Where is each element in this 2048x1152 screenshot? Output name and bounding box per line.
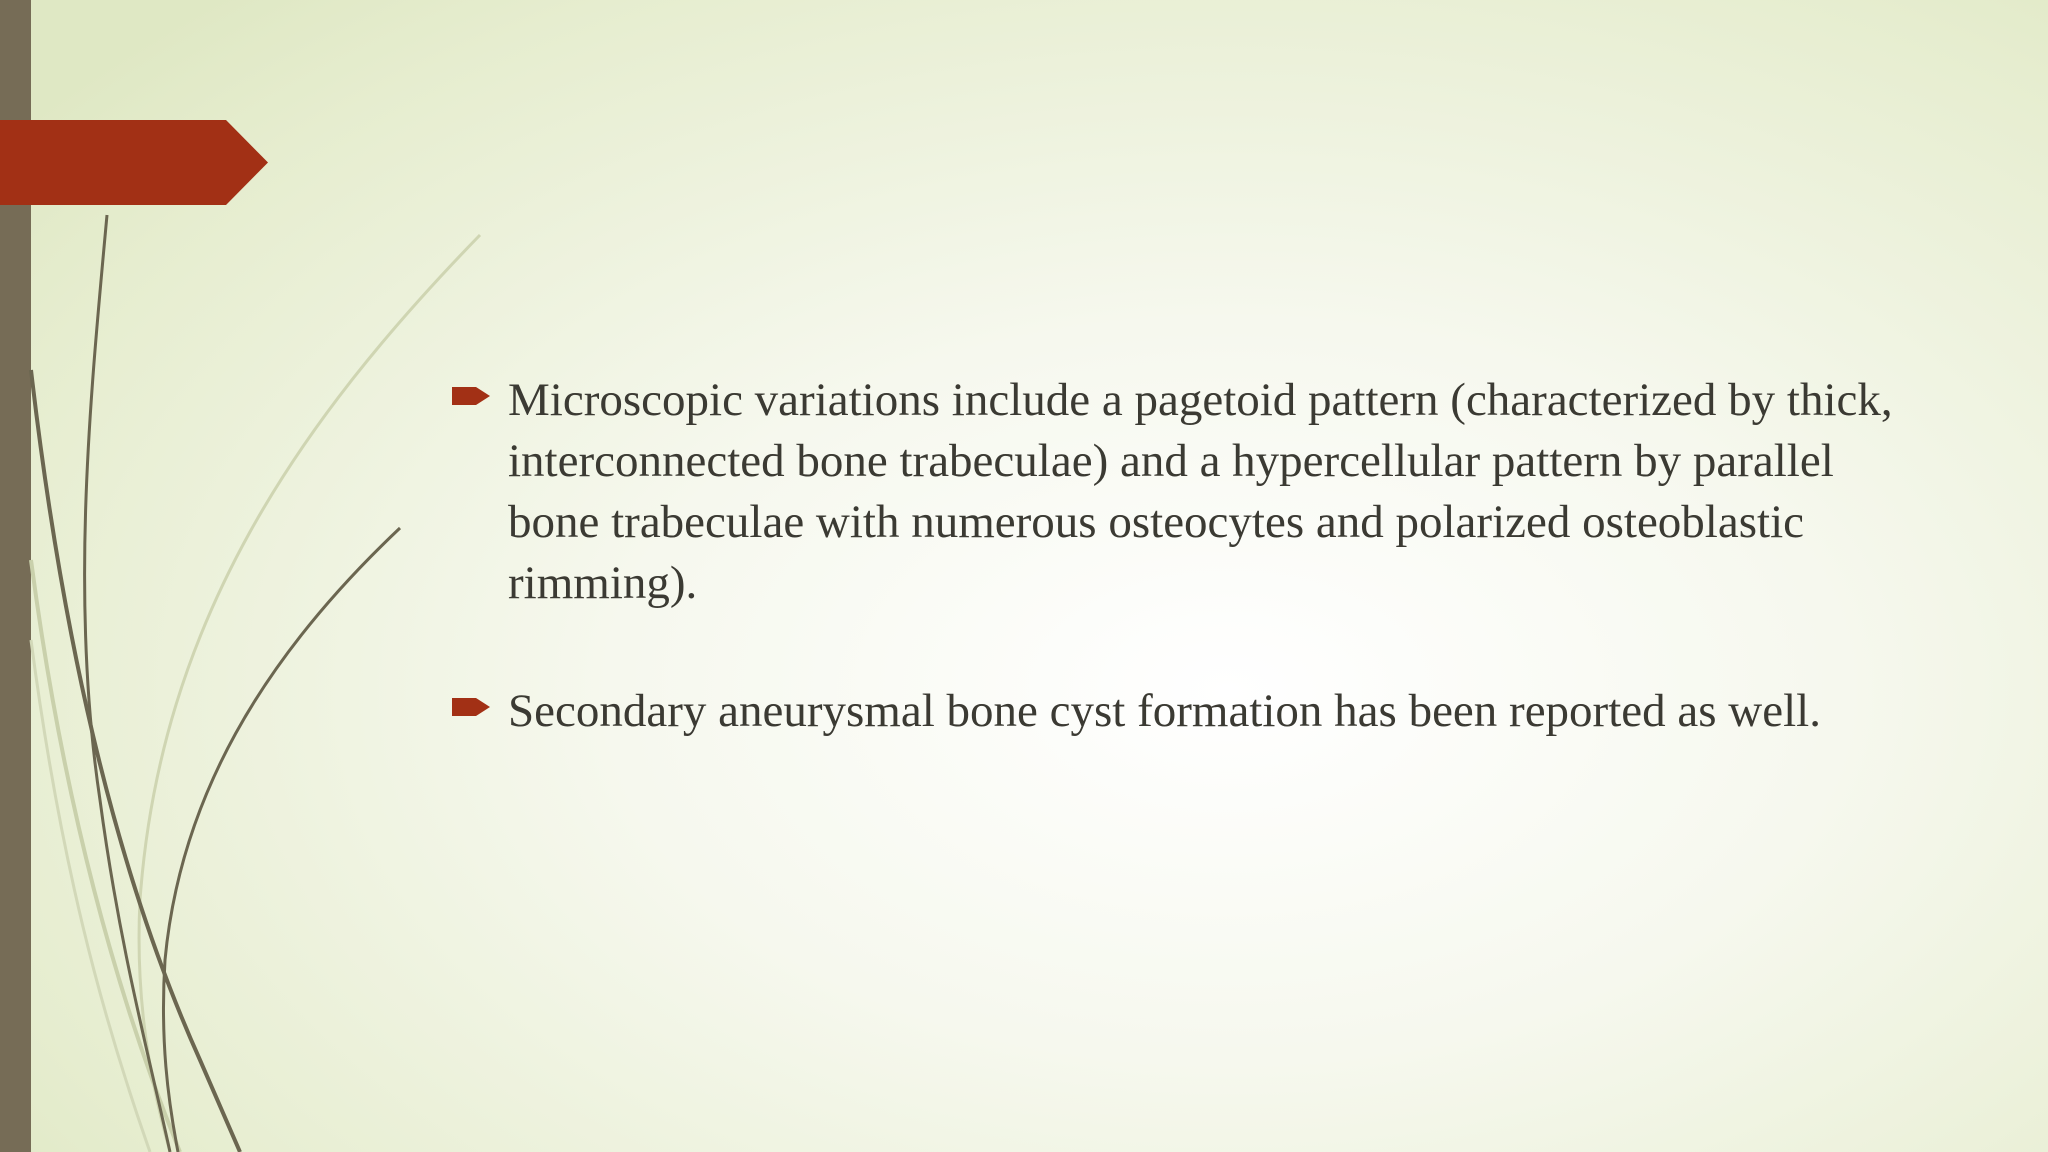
bullet-item [452, 370, 1932, 614]
title-accent-tab [0, 120, 268, 205]
bullet-item [452, 681, 1932, 742]
bullet-text: Microscopic variations include a pagetoid pattern (characterized by thick, interconnected bone trabeculae) and a hypercellular pattern by parallel bone trabeculae with numerous osteocytes and polarized osteoblastic rimming). [508, 374, 1893, 609]
arrow-right-icon [452, 695, 492, 719]
slide-content [452, 370, 1932, 742]
bullet-text: Secondary aneurysmal bone cyst formation has been reported as well. [508, 685, 1821, 737]
arrow-right-icon [452, 384, 492, 408]
